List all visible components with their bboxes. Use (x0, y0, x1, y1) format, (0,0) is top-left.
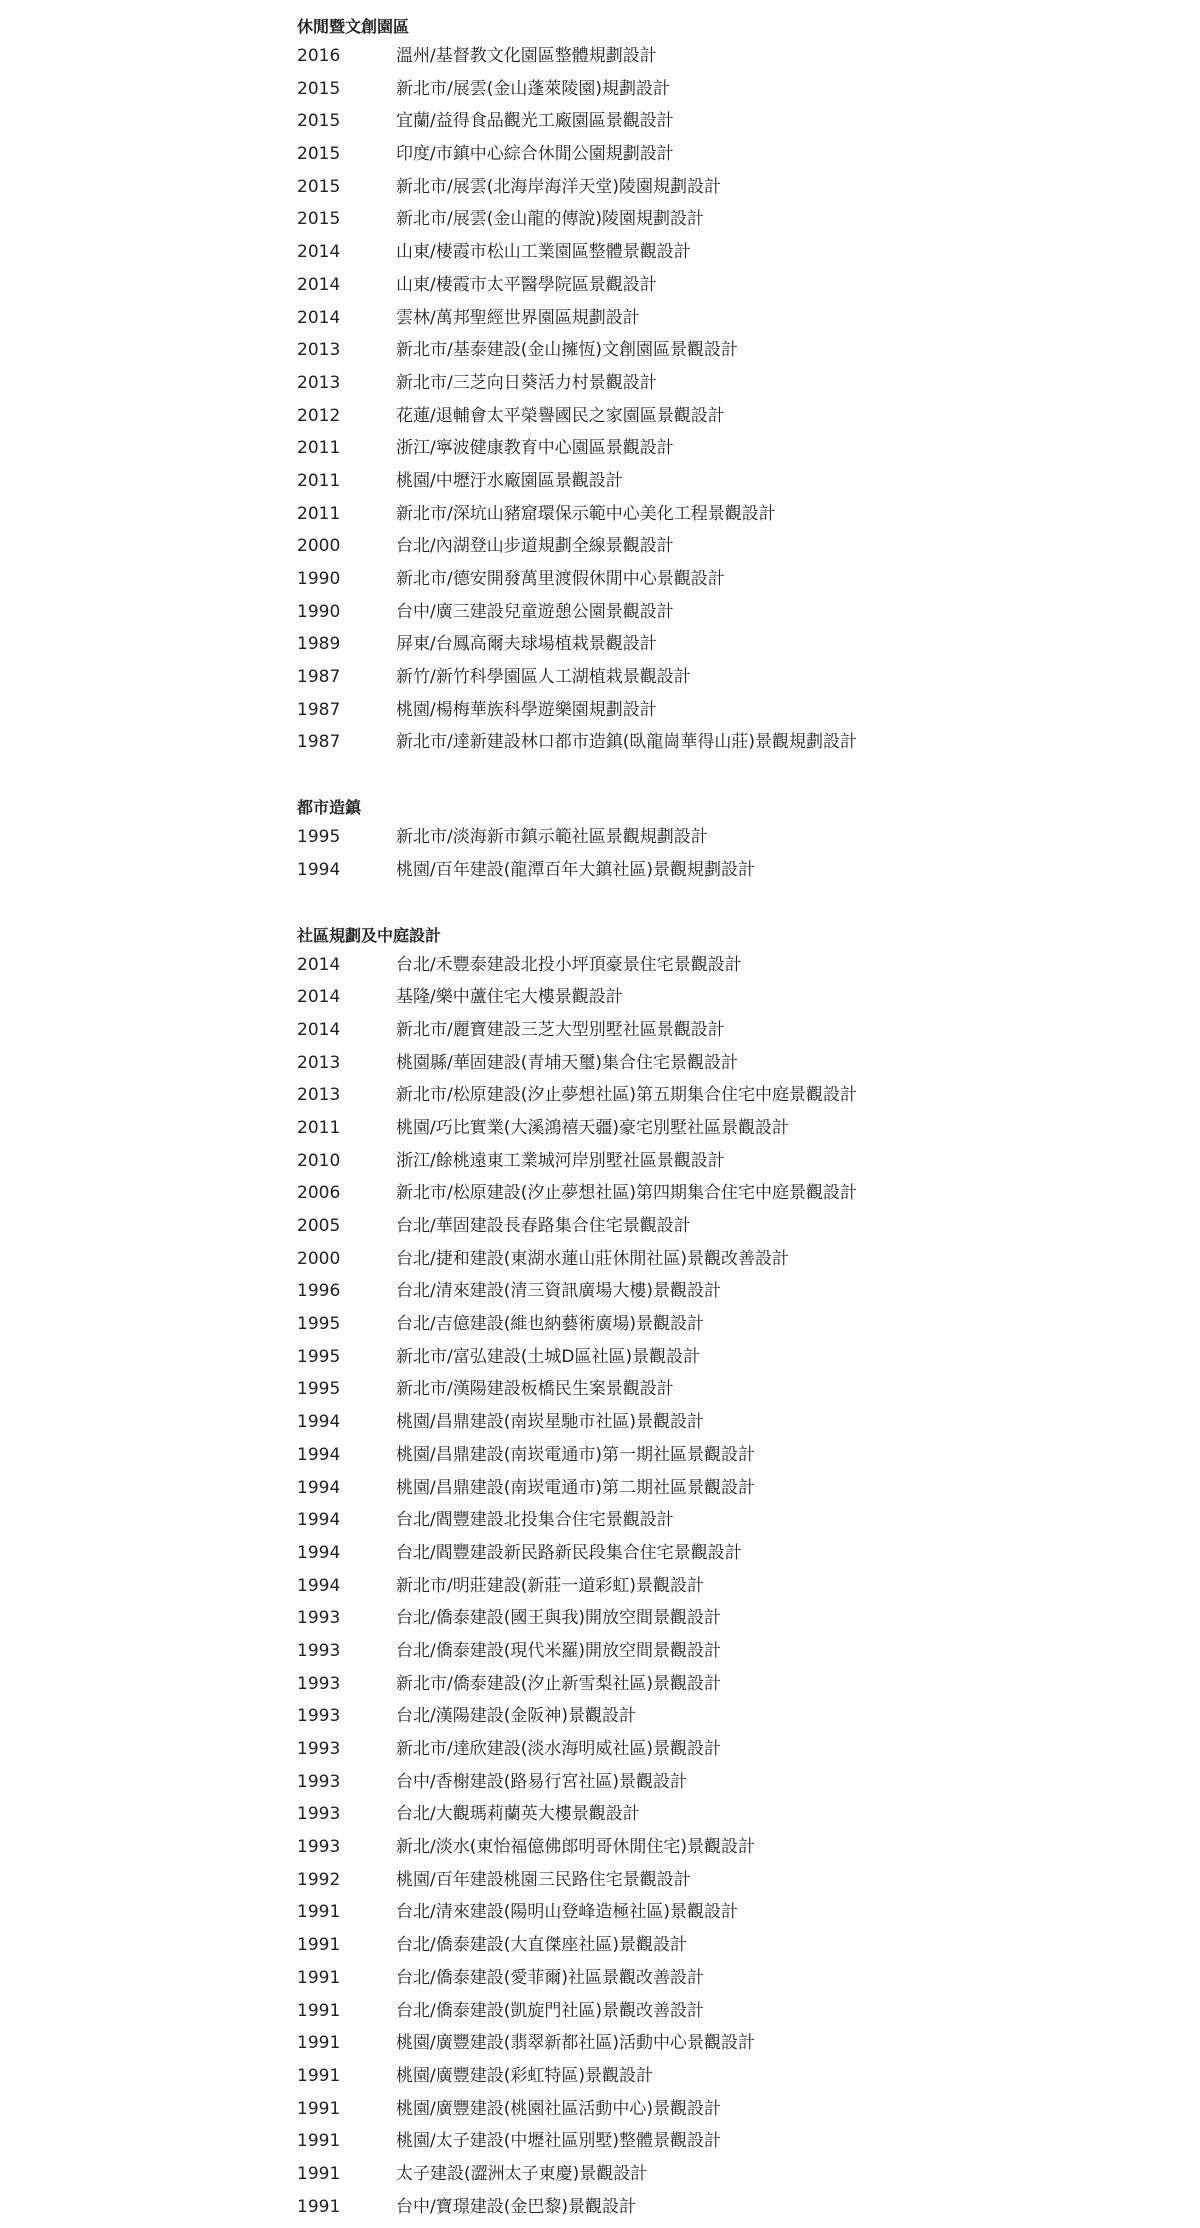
project-title: 台北/閻豐建設北投集合住宅景觀設計 (396, 1510, 674, 1531)
project-year: 1993 (297, 1804, 341, 1825)
project-title: 屏東/台鳳高爾夫球場植栽景觀設計 (396, 634, 657, 655)
project-year: 2012 (297, 405, 341, 426)
project-year: 2014 (297, 242, 341, 263)
project-title: 桃園/廣豐建設(彩虹特區)景觀設計 (396, 2065, 653, 2086)
project-row (297, 334, 1097, 367)
project-title: 桃園縣/華固建設(青埔天璽)集合住宅景觀設計 (396, 1052, 738, 1073)
project-row (297, 465, 1097, 498)
project-year: 2006 (297, 1183, 341, 1204)
project-year: 2005 (297, 1216, 341, 1236)
project-title: 浙江/寧波健康教育中心園區景觀設計 (396, 438, 674, 459)
project-title: 新北市/達新建設林口都市造鎮(臥龍崗華得山莊)景觀規劃設計 (396, 732, 857, 753)
project-year: 2000 (297, 536, 341, 557)
project-title: 桃園/楊梅華族科學遊樂園規劃設計 (396, 699, 657, 720)
project-row (297, 1831, 1097, 1864)
project-year: 1991 (297, 1935, 341, 1956)
project-row (297, 1243, 1097, 1276)
project-year: 2014 (297, 1019, 341, 1040)
project-row (297, 1570, 1097, 1603)
project-year: 2011 (297, 470, 341, 491)
project-title: 新北市/松原建設(汐止夢想社區)第五期集合住宅中庭景觀設計 (396, 1085, 857, 1106)
section-title: 休閒暨文創園區 (297, 17, 410, 36)
project-title: 台北/僑泰建設(現代米羅)開放空間景觀設計 (396, 1640, 721, 1661)
project-row (297, 1635, 1097, 1668)
project-year: 2011 (297, 503, 341, 524)
project-row (297, 1439, 1097, 1472)
project-title: 新北市/松原建設(汐止夢想社區)第四期集合住宅中庭景觀設計 (396, 1183, 857, 1204)
project-year: 2015 (297, 111, 341, 132)
project-year: 1993 (297, 1608, 341, 1629)
project-year: 2011 (297, 438, 341, 459)
project-row (297, 1373, 1097, 1406)
project-title: 浙江/餘桃遠東工業城河岸別墅社區景觀設計 (396, 1150, 725, 1171)
project-title: 台北/僑泰建設(愛菲爾)社區景觀改善設計 (396, 1967, 704, 1988)
project-year: 1991 (297, 2065, 341, 2086)
project-row (297, 1406, 1097, 1439)
project-year: 2014 (297, 954, 341, 975)
project-year: 2010 (297, 1150, 341, 1171)
project-row (297, 1864, 1097, 1897)
project-year: 2014 (297, 987, 341, 1008)
project-row (297, 367, 1097, 400)
project-section (297, 923, 1097, 2224)
project-row (297, 1733, 1097, 1766)
project-list (297, 14, 1097, 2223)
project-year: 1991 (297, 2033, 341, 2054)
project-title: 新北市/三芝向日葵活力村景觀設計 (396, 372, 657, 393)
project-title: 新北市/明莊建設(新莊一道彩虹)景觀設計 (396, 1575, 704, 1596)
project-title: 桃園/中壢汙水廠園區景觀設計 (396, 470, 623, 491)
project-title: 台中/廣三建設兒童遊憩公園景觀設計 (396, 601, 674, 622)
project-year: 1993 (297, 1771, 341, 1792)
project-row (297, 1962, 1097, 1995)
project-title: 台中/寶璟建設(金巴黎)景觀設計 (396, 2196, 636, 2217)
project-title: 台北/清來建設(清三資訊廣場大樓)景觀設計 (396, 1281, 721, 1302)
project-row (297, 628, 1097, 661)
project-row (297, 949, 1097, 982)
project-year: 1995 (297, 1379, 341, 1400)
section-spacer (297, 759, 1097, 795)
project-row (297, 1995, 1097, 2028)
project-title: 桃園/巧比實業(大溪鴻禧天疆)豪宅別墅社區景觀設計 (396, 1117, 789, 1138)
project-title: 桃園/昌鼎建設(南崁星馳市社區)景觀設計 (396, 1412, 704, 1433)
project-title: 桃園/百年建設桃園三民路住宅景觀設計 (396, 1869, 691, 1890)
project-section (297, 14, 1097, 759)
project-year: 1990 (297, 601, 341, 622)
project-row (297, 269, 1097, 302)
project-title: 印度/市鎮中心綜合休閒公園規劃設計 (396, 144, 674, 165)
project-row (297, 2060, 1097, 2093)
project-year: 2011 (297, 1117, 341, 1138)
project-year: 1991 (297, 2131, 341, 2152)
project-year: 2013 (297, 1085, 341, 1106)
project-row (297, 105, 1097, 138)
project-title: 新北市/德安開發萬里渡假休閒中心景觀設計 (396, 569, 725, 589)
project-year: 1991 (297, 2098, 341, 2119)
project-title: 台北/吉億建設(維也納藝術廣場)景觀設計 (396, 1314, 704, 1335)
project-title: 新北/淡水(東怡福億佛郎明哥休閒住宅)景觀設計 (396, 1837, 755, 1858)
section-title: 都市造鎮 (297, 798, 362, 818)
project-title: 宜蘭/益得食品觀光工廠園區景觀設計 (396, 111, 674, 132)
project-year: 2015 (297, 176, 341, 197)
project-row (297, 1177, 1097, 1210)
project-row (297, 1929, 1097, 1962)
project-row (297, 1472, 1097, 1505)
project-title: 桃園/百年建設(龍潭百年大鎮社區)景觀規劃設計 (396, 859, 755, 880)
project-row (297, 1210, 1097, 1243)
project-year: 2015 (297, 209, 341, 230)
project-section (297, 795, 1097, 886)
project-title: 山東/棲霞市太平醫學院區景觀設計 (396, 274, 657, 295)
project-row (297, 1047, 1097, 1080)
project-title: 台北/華固建設長春路集合住宅景觀設計 (396, 1216, 691, 1236)
project-row (297, 171, 1097, 204)
project-row (297, 530, 1097, 563)
project-row (297, 498, 1097, 531)
project-title: 台北/僑泰建設(國王與我)開放空間景觀設計 (396, 1608, 721, 1629)
project-year: 1990 (297, 569, 341, 589)
project-title: 新北市/漢陽建設板橋民生案景觀設計 (396, 1379, 674, 1400)
project-title: 新北市/達欣建設(淡水海明威社區)景觀設計 (396, 1739, 721, 1759)
section-title: 社區規劃及中庭設計 (297, 925, 442, 945)
project-title: 太子建設(澀洲太子東慶)景觀設計 (396, 2163, 648, 2184)
project-title: 新北市/富弘建設(土城D區社區)景觀設計 (396, 1346, 701, 1367)
project-title: 山東/棲霞市松山工業園區整體景觀設計 (396, 242, 691, 263)
project-row (297, 2027, 1097, 2060)
project-year: 1994 (297, 1575, 341, 1596)
project-row (297, 1145, 1097, 1178)
project-title: 新北市/基泰建設(金山擁恆)文創園區景觀設計 (396, 340, 738, 361)
project-year: 2013 (297, 340, 341, 361)
project-title: 桃園/廣豐建設(翡翠新都社區)活動中心景觀設計 (396, 2033, 755, 2054)
project-title: 桃園/昌鼎建設(南崁電通市)第一期社區景觀設計 (396, 1444, 755, 1465)
project-year: 1994 (297, 1542, 341, 1563)
project-year: 1987 (297, 732, 341, 753)
project-row (297, 596, 1097, 629)
project-row (297, 236, 1097, 269)
project-row (297, 203, 1097, 236)
project-row (297, 694, 1097, 727)
project-row (297, 2125, 1097, 2158)
project-title: 台北/禾豐泰建設北投小坪頂豪景住宅景觀設計 (396, 954, 742, 975)
project-year: 1993 (297, 1706, 341, 1727)
project-title: 台北/清來建設(陽明山登峰造極社區)景觀設計 (396, 1902, 738, 1923)
project-year: 1994 (297, 1412, 341, 1433)
project-row (297, 73, 1097, 106)
project-title: 基隆/樂中蘆住宅大樓景觀設計 (396, 987, 623, 1008)
project-year: 2013 (297, 372, 341, 393)
project-row (297, 981, 1097, 1014)
project-year: 2000 (297, 1248, 341, 1269)
project-year: 1991 (297, 2196, 341, 2217)
project-year: 2014 (297, 307, 341, 328)
project-year: 1995 (297, 1346, 341, 1367)
project-year: 2016 (297, 46, 341, 66)
project-title: 台北/閻豐建設新民路新民段集合住宅景觀設計 (396, 1542, 742, 1563)
project-title: 新北市/僑泰建設(汐止新雪梨社區)景觀設計 (396, 1673, 721, 1694)
project-row (297, 1079, 1097, 1112)
project-title: 桃園/廣豐建設(桃園社區活動中心)景觀設計 (396, 2098, 721, 2119)
project-row (297, 138, 1097, 171)
project-year: 2013 (297, 1052, 341, 1073)
project-year: 1993 (297, 1837, 341, 1858)
project-row (297, 1896, 1097, 1929)
project-year: 1995 (297, 827, 341, 848)
project-row (297, 1700, 1097, 1733)
project-year: 1996 (297, 1281, 341, 1302)
project-year: 1987 (297, 667, 341, 688)
project-year: 1994 (297, 1510, 341, 1531)
project-row (297, 661, 1097, 694)
project-row (297, 1766, 1097, 1799)
project-row (297, 1275, 1097, 1308)
project-title: 台北/漢陽建設(金阪神)景觀設計 (396, 1706, 636, 1727)
project-row (297, 432, 1097, 465)
project-row (297, 1537, 1097, 1570)
project-year: 1994 (297, 1444, 341, 1465)
project-title: 新北市/淡海新市鎮示範社區景觀規劃設計 (396, 827, 708, 848)
project-title: 台北/內湖登山步道規劃全線景觀設計 (396, 536, 674, 557)
project-title: 新竹/新竹科學園區人工湖植栽景觀設計 (396, 667, 691, 688)
project-title: 新北市/麗寶建設三芝大型別墅社區景觀設計 (396, 1019, 725, 1040)
project-year: 1995 (297, 1314, 341, 1335)
project-row (297, 1112, 1097, 1145)
project-row (297, 563, 1097, 596)
project-year: 2015 (297, 78, 341, 99)
project-title: 新北市/展雲(北海岸海洋天堂)陵園規劃設計 (396, 176, 721, 197)
project-year: 1994 (297, 1477, 341, 1498)
project-year: 1987 (297, 699, 341, 720)
project-row (297, 1602, 1097, 1635)
project-row (297, 2191, 1097, 2224)
project-title: 溫州/基督教文化園區整體規劃設計 (396, 46, 657, 66)
project-title: 台北/捷和建設(東湖水蓮山莊休閒社區)景觀改善設計 (396, 1248, 789, 1269)
project-year: 1991 (297, 1902, 341, 1923)
project-title: 台北/僑泰建設(凱旋門社區)景觀改善設計 (396, 2000, 704, 2021)
project-year: 1991 (297, 1967, 341, 1988)
project-title: 桃園/昌鼎建設(南崁電通市)第二期社區景觀設計 (396, 1477, 755, 1498)
project-title: 桃園/太子建設(中壢社區別墅)整體景觀設計 (396, 2131, 721, 2152)
project-row (297, 1014, 1097, 1047)
project-row (297, 1668, 1097, 1701)
project-row (297, 821, 1097, 854)
section-spacer (297, 887, 1097, 923)
project-year: 2015 (297, 144, 341, 165)
project-title: 花蓮/退輔會太平榮譽國民之家園區景觀設計 (396, 405, 725, 426)
project-row (297, 1308, 1097, 1341)
project-year: 1994 (297, 859, 341, 880)
project-row (297, 1341, 1097, 1374)
project-row (297, 2093, 1097, 2126)
project-row (297, 2158, 1097, 2191)
project-year: 1989 (297, 634, 341, 655)
project-title: 台北/大觀瑪莉蘭英大樓景觀設計 (396, 1804, 640, 1825)
project-year: 1993 (297, 1640, 341, 1661)
project-year: 1993 (297, 1739, 341, 1759)
project-row (297, 726, 1097, 759)
project-title: 雲林/萬邦聖經世界園區規劃設計 (396, 307, 640, 328)
project-row (297, 302, 1097, 335)
project-year: 1991 (297, 2000, 341, 2021)
project-year: 1992 (297, 1869, 341, 1890)
project-row (297, 1798, 1097, 1831)
project-title: 新北市/展雲(金山蓬萊陵園)規劃設計 (396, 78, 670, 99)
project-row (297, 40, 1097, 73)
project-year: 1993 (297, 1673, 341, 1694)
project-row (297, 1504, 1097, 1537)
project-title: 台中/香榭建設(路易行宮社區)景觀設計 (396, 1771, 687, 1792)
project-year: 1991 (297, 2163, 341, 2184)
project-title: 台北/僑泰建設(大直傑座社區)景觀設計 (396, 1935, 687, 1956)
project-title: 新北市/深坑山豬窟環保示範中心美化工程景觀設計 (396, 503, 776, 524)
project-row (297, 400, 1097, 433)
project-title: 新北市/展雲(金山龍的傳說)陵園規劃設計 (396, 209, 704, 230)
project-row (297, 854, 1097, 887)
project-year: 2014 (297, 274, 341, 295)
